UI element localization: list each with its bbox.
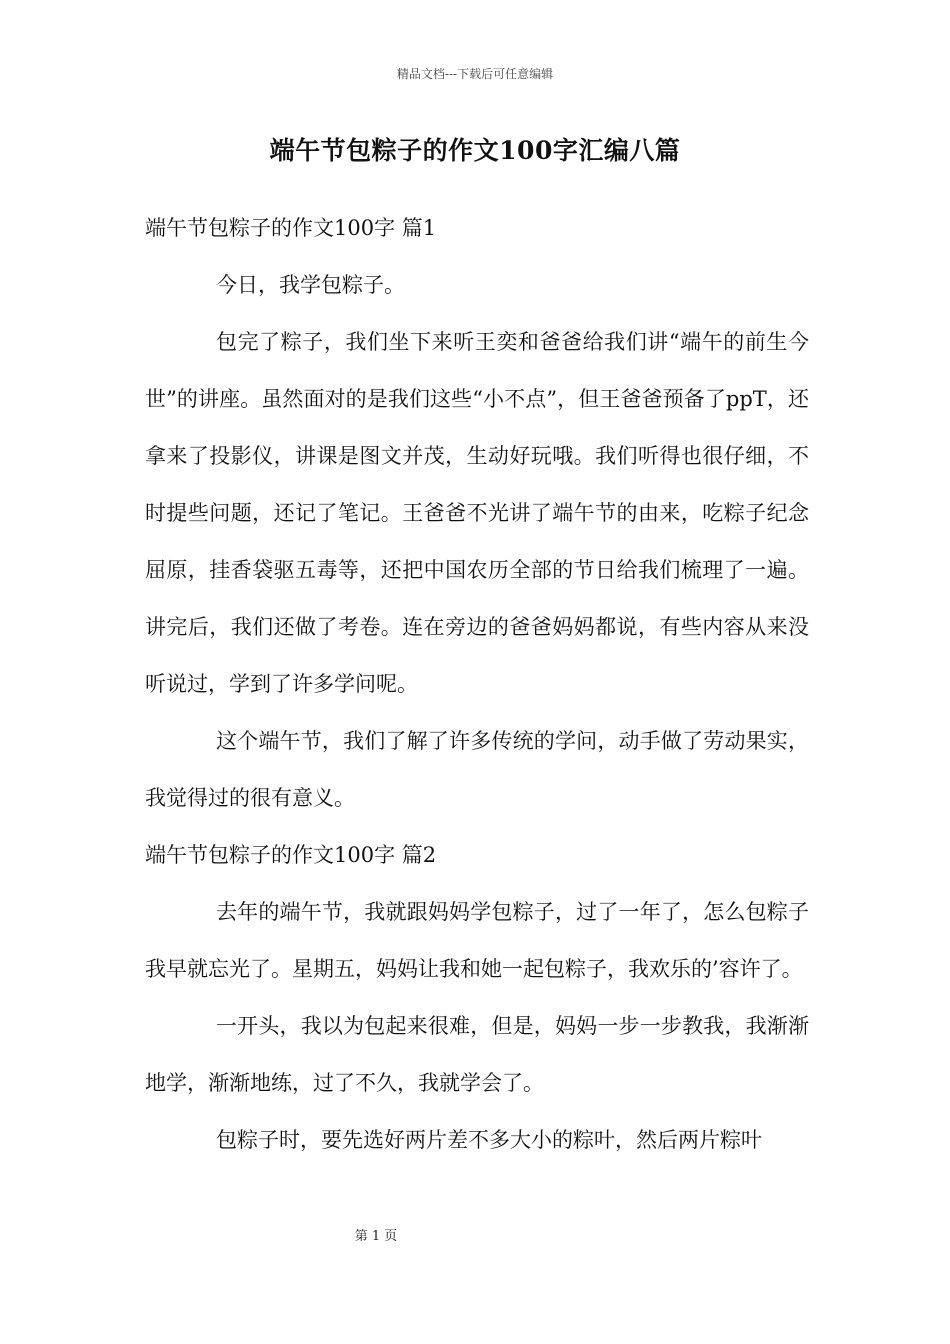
paragraph: 今日，我学包粽子。: [216, 273, 405, 297]
document-body: [145, 200, 809, 1169]
section-heading-1: 端午节包粽子的作文100字 篇1: [145, 216, 437, 240]
page-header: 精品文档---下载后可任意编辑: [396, 67, 554, 81]
paragraph: 包粽子时，要先选好两片差不多大小的粽叶，然后两片粽叶: [216, 1128, 762, 1152]
document-title: 端午节包粽子的作文100字汇编八篇: [269, 136, 681, 165]
paragraph: 去年的端午节，我就跟妈妈学包粽子，过了一年了，怎么包粽子我早就忘光了。星期五，妈妈让我和她一起包粽子，我欢乐的’容许了。: [145, 900, 809, 981]
paragraph: 包完了粽子，我们坐下来听王奕和爸爸给我们讲“端午的前生今世”的讲座。虽然面对的是我们这些“小不点”，但王爸爸预备了ppT，还拿来了投影仪，讲课是图文并茂，生动好玩哦。我们听得也很仔细，不时提些问题，还记了笔记。王爸爸不光讲了端午节的由来，吃粽子纪念屈原，挂香袋驱五毒等，还把中国农历全部的节日给我们梳理了一遍。讲完后，我们还做了考卷。连在旁边的爸爸妈妈都说，有些内容从来没听说过，学到了许多学问呢。: [145, 330, 809, 696]
section-heading-2: 端午节包粽子的作文100字 篇2: [145, 843, 437, 867]
page-number: 第 1 页: [354, 1229, 398, 1244]
paragraph: 这个端午节，我们了解了许多传统的学问，动手做了劳动果实，我觉得过的很有意义。: [145, 729, 809, 810]
paragraph: 一开头，我以为包起来很难，但是，妈妈一步一步教我，我渐渐地学，渐渐地练，过了不久，我就学会了。: [145, 1014, 809, 1095]
